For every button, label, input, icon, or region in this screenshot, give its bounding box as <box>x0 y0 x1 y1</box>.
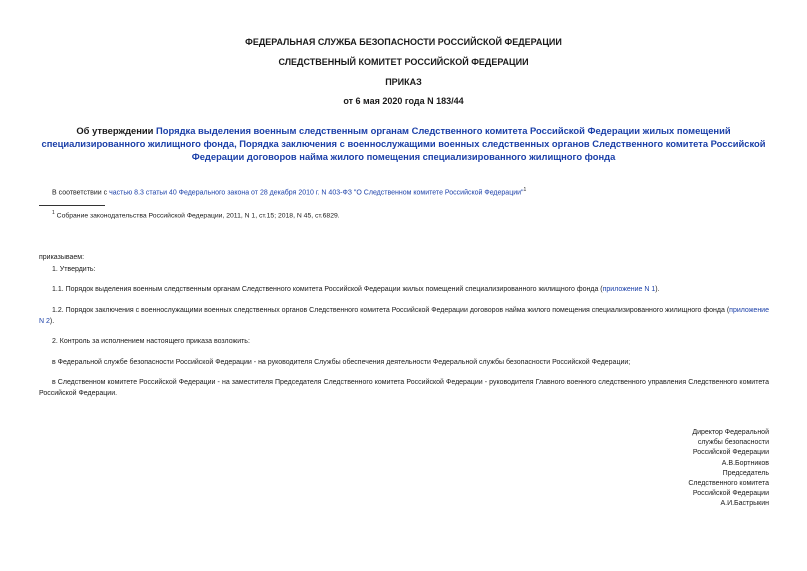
item-1-1 <box>52 284 772 295</box>
orders-label: приказываем: <box>39 254 85 261</box>
footnote-mark: 1 <box>52 210 55 216</box>
item-2-sk: в Следственном комитете Российской Федерации - на заместителя Председателя Следственного комитета Российской Федерации - руководителя Главного военного следственного управления Следственного комитета Российской Федерации. <box>39 379 769 397</box>
item-1: 1. Утвердить: <box>52 266 96 273</box>
item-2-fsb: в Федеральной службе безопасности Российской Федерации - на руководителя Службы обеспечения деятельности Федеральной службы безопасности Российской Федерации; <box>52 359 631 366</box>
item-1-2 <box>39 305 769 327</box>
intro-paragraph <box>52 185 772 198</box>
sk-title-line2: Следственного комитета <box>688 480 769 488</box>
title-link[interactable]: Порядка выделения военным следственным органам Следственного комитета Российской Федерации жилых помещений специализированного жилищного фонда, Порядка заключения с военнослужащими военных следственных органов Следственного комитета Российской Федерации договоров найма жилого помещения специализированного жилищного фонда <box>41 125 766 162</box>
sk-title-line3: Российской Федерации <box>692 490 769 498</box>
header-date-number: от 6 мая 2020 года N 183/44 <box>343 96 464 106</box>
fsb-title-line2: службы безопасности <box>697 439 769 447</box>
item-1-1-text: 1.1. Порядок выделения военным следственным органам Следственного комитета Российской Федерации жилых помещений специализированного жилищного фонда ( <box>52 286 603 293</box>
fsb-director-name: А.В.Бортников <box>721 459 769 467</box>
footnote-body: Собрание законодательства Российской Федерации, 2011, N 1, ст.15; 2018, N 45, ст.6829. <box>54 212 340 220</box>
header-agency-sk: СЛЕДСТВЕННЫЙ КОМИТЕТ РОССИЙСКОЙ ФЕДЕРАЦИИ <box>278 57 529 67</box>
title-prefix: Об утверждении <box>76 125 157 136</box>
intro-prefix: В соответствии с <box>52 189 110 197</box>
footnote-marker[interactable]: 1 <box>523 187 527 193</box>
item-2: 2. Контроль за исполнением настоящего приказа возложить: <box>52 338 250 345</box>
document-title <box>36 124 771 163</box>
footnote-divider <box>39 205 105 206</box>
item-1-1-end: ). <box>655 286 660 293</box>
header-doc-type: ПРИКАЗ <box>385 77 422 87</box>
sk-title-line1: Председатель <box>722 469 769 477</box>
item-1-2-end: ). <box>49 318 55 325</box>
footnote-text <box>52 208 772 221</box>
law-reference-link[interactable]: частью 8.3 статьи 40 Федерального закона от 28 декабря 2010 г. N 403-ФЗ "О Следственном комитете Российской Федерации" <box>109 189 524 197</box>
item-1-2-text: 1.2. Порядок заключения с военнослужащими военных следственных органов Следственного комитета Российской Федерации договоров найма жилого помещения специализированного жилищного фонда ( <box>52 307 730 314</box>
appendix-1-link[interactable]: приложение N 1 <box>602 286 656 293</box>
appendix-2-link[interactable]: приложение N 2 <box>39 307 769 325</box>
sk-chairman-name: А.И.Бастрыкин <box>720 500 769 508</box>
signature-block <box>629 428 769 510</box>
header-agency-fsb: ФЕДЕРАЛЬНАЯ СЛУЖБА БЕЗОПАСНОСТИ РОССИЙСКОЙ ФЕДЕРАЦИИ <box>245 37 562 47</box>
fsb-title-line3: Российской Федерации <box>692 449 769 457</box>
fsb-title-line1: Директор Федеральной <box>692 429 769 436</box>
